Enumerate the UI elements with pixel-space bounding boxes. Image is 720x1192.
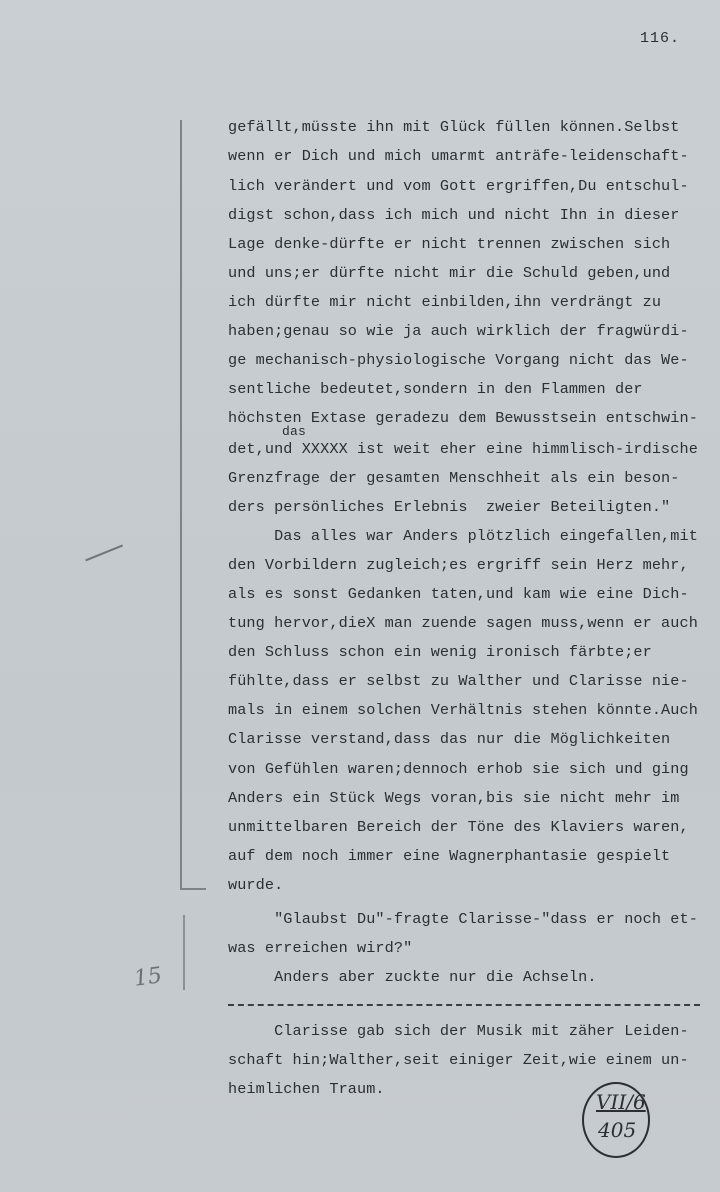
text-line: ders persönliches Erlebnis zweier Beteiligten.": [228, 498, 671, 516]
text-line: schaft hin;Walther,seit einiger Zeit,wie einem un-: [228, 1051, 689, 1069]
text-line: "Glaubst Du"-fragte Clarisse-"dass er noch et-: [228, 910, 698, 928]
text-line: Anders ein Stück Wegs voran,bis sie nicht mehr im: [228, 789, 680, 807]
text-line: ich dürfte mir nicht einbilden,ihn verdrängt zu: [228, 293, 662, 311]
text-line: ge mechanisch-physiologische Vorgang nicht das We-: [228, 351, 689, 369]
stamp-folio: 405: [598, 1118, 637, 1142]
pencil-mark: [85, 545, 123, 561]
text-line: fühlte,dass er selbst zu Walther und Clarisse nie-: [228, 672, 689, 690]
text-line: haben;genau so wie ja auch wirklich der fragwürdi-: [228, 322, 689, 340]
text-line: unmittelbaren Bereich der Töne des Klaviers waren,: [228, 818, 689, 836]
text-line: was erreichen wird?": [228, 939, 413, 957]
text-line: Lage denke-dürfte er nicht trennen zwischen sich: [228, 235, 671, 253]
text-line: Clarisse gab sich der Musik mit zäher Leiden-: [228, 1022, 689, 1040]
text-line: auf dem noch immer eine Wagnerphantasie gespielt: [228, 847, 671, 865]
text-line: heimlichen Traum.: [228, 1080, 385, 1098]
text-line: sentliche bedeutet,sondern in den Flammen der: [228, 380, 643, 398]
margin-rule-hook: [180, 888, 206, 890]
text-line: den Schluss schon ein wenig ironisch färbte;er: [228, 643, 652, 661]
text-line: gefällt,müsste ihn mit Glück füllen können.Selbst: [228, 118, 680, 136]
text-line: wenn er Dich und mich umarmt anträfe-leidenschaft-: [228, 147, 689, 165]
margin-rule: [180, 120, 182, 890]
text-line: lich verändert und vom Gott ergriffen,Du entschul-: [228, 177, 689, 195]
text-line: und uns;er dürfte nicht mir die Schuld geben,und: [228, 264, 671, 282]
text-line: mals in einem solchen Verhältnis stehen könnte.Auch: [228, 701, 698, 719]
text-line: Das alles war Anders plötzlich eingefallen,mit: [228, 527, 698, 545]
text-line: den Vorbildern zugleich;es ergriff sein Herz mehr,: [228, 556, 689, 574]
interlinear-insertion: das: [282, 424, 307, 439]
text-line: als es sonst Gedanken taten,und kam wie eine Dich-: [228, 585, 689, 603]
text-line: von Gefühlen waren;dennoch erhob sie sich und ging: [228, 760, 689, 778]
stamp-signature: VII/6: [596, 1090, 646, 1114]
text-line: Grenzfrage der gesamten Menschheit als ein beson-: [228, 469, 680, 487]
margin-rule-lower: [183, 915, 185, 990]
text-line: Clarisse verstand,dass das nur die Möglichkeiten: [228, 730, 671, 748]
page-number: 116.: [640, 30, 681, 47]
text-line: wurde.: [228, 876, 284, 894]
dashed-divider: [228, 1004, 700, 1006]
text-line: det,und XXXXX ist weit eher eine himmlisch-irdische: [228, 440, 698, 458]
pencil-page-number: 15: [132, 963, 164, 992]
text-line: höchsten Extase geradezu dem Bewusstsein entschwin-: [228, 409, 698, 427]
text-line: digst schon,dass ich mich und nicht Ihn in dieser: [228, 206, 680, 224]
text-line: tung hervor,dieX man zuende sagen muss,wenn er auch: [228, 614, 698, 632]
text-line: Anders aber zuckte nur die Achseln.: [228, 968, 597, 986]
